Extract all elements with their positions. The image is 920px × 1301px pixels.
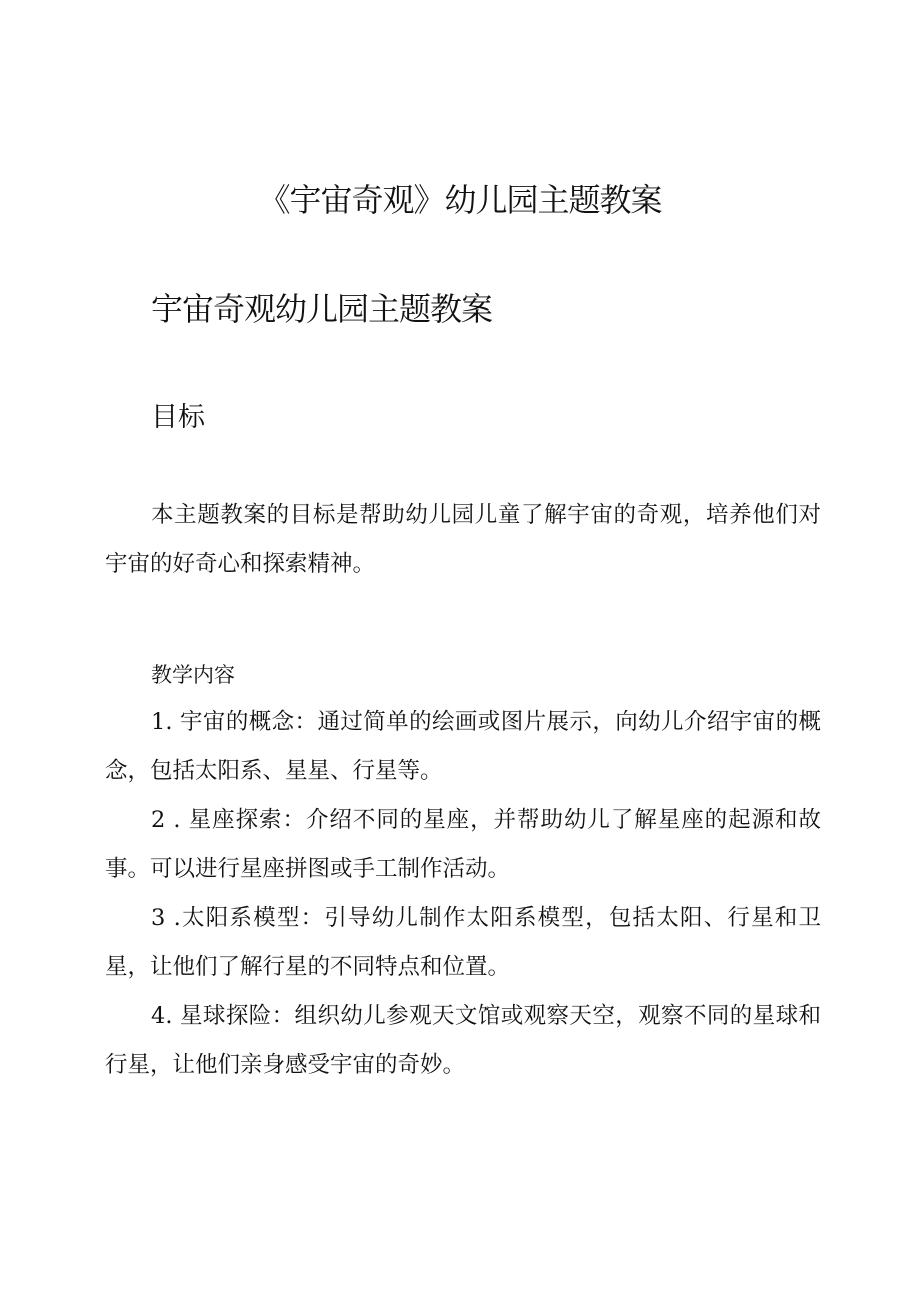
document-title: 《宇宙奇观》幼儿园主题教案 [258,181,662,219]
content-item: 4. 星球探险：组织幼儿参观天文馆或观察天空，观察不同的星球和行星，让他们亲身感受宇宙的奇妙。 [105,1003,821,1078]
teaching-content-heading: 教学内容 [151,663,235,687]
content-item: 1. 宇宙的概念：通过简单的绘画或图片展示，向幼儿介绍宇宙的概念，包括太阳系、星星、行星等。 [105,709,821,784]
content-item: 2 . 星座探索：介绍不同的星座，并帮助幼儿了解星座的起源和故事。可以进行星座拼图或手工制作活动。 [105,807,821,882]
content-item: 3 .太阳系模型：引导幼儿制作太阳系模型，包括太阳、行星和卫星，让他们了解行星的不同特点和位置。 [105,905,821,980]
document-subtitle: 宇宙奇观幼儿园主题教案 [151,290,493,328]
goal-paragraph: 本主题教案的目标是帮助幼儿园儿童了解宇宙的奇观，培养他们对宇宙的好奇心和探索精神。 [105,502,821,577]
goal-heading: 目标 [151,402,205,433]
